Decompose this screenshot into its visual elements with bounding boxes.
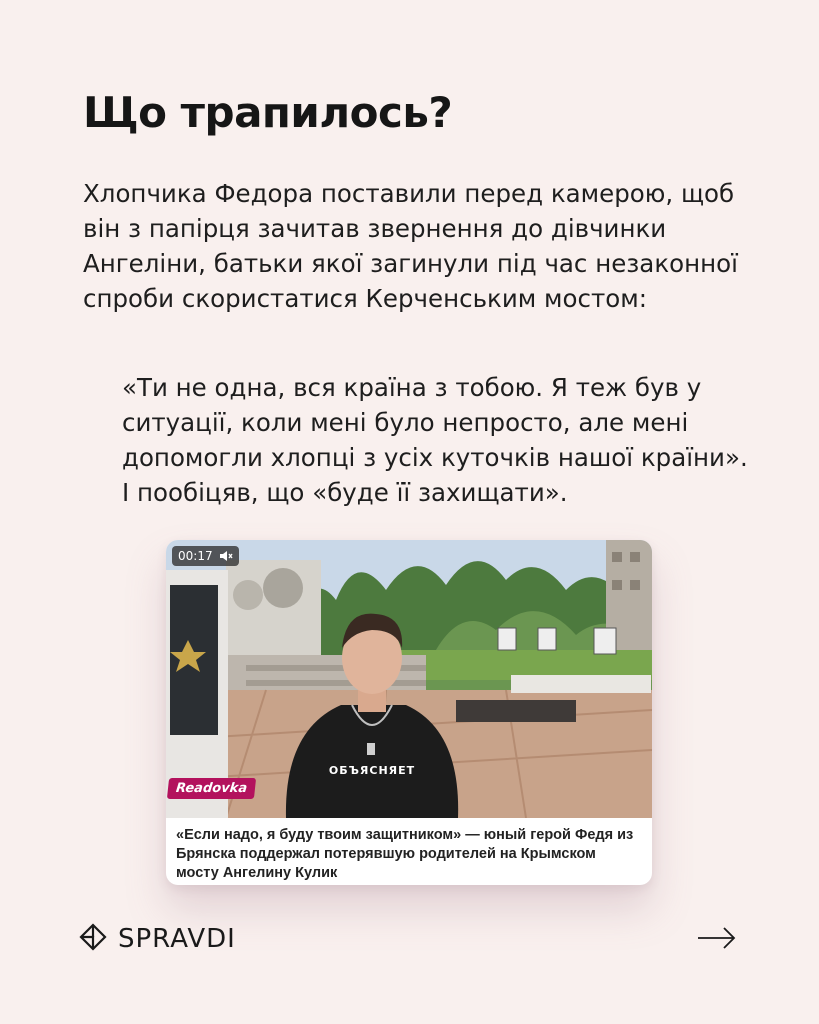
video-timestamp: 00:17 (178, 549, 213, 563)
video-thumbnail[interactable] (166, 540, 652, 818)
video-card[interactable] (166, 540, 652, 885)
source-logo-badge: Readovka (167, 778, 256, 799)
video-time-chip (172, 546, 239, 566)
video-caption[interactable]: «Если надо, я буду твоим защитником» — юный герой Федя из Брянска поддержал потерявшую родителей на Крымском мосту Ангелину Кулик (176, 827, 634, 881)
spravdi-logo-icon (78, 922, 108, 956)
shirt-text: ОБЪЯСНЯЕТ (328, 764, 416, 777)
arrow-right-icon[interactable] (696, 924, 738, 956)
body-paragraph: Хлопчика Федора поставили перед камерою, щоб він з папірця зачитав звернення до дівчинки Ангеліни, батьки якої загинули під час незаконної спроби скористатися Керченським мостом: (83, 179, 738, 313)
footer-brand[interactable] (78, 922, 236, 956)
quote-paragraph: «Ти не одна, вся країна з тобою. Я теж був у ситуації, коли мені було непросто, але мені допомогли хлопці з усіх куточків нашої країни». І пообіцяв, що «буде її захищати». (122, 373, 748, 507)
video-scene (166, 540, 652, 818)
speaker-muted-icon[interactable] (219, 550, 233, 562)
page-title: Що трапилось? (83, 88, 453, 137)
brand-name: SPRAVDI (118, 924, 236, 954)
